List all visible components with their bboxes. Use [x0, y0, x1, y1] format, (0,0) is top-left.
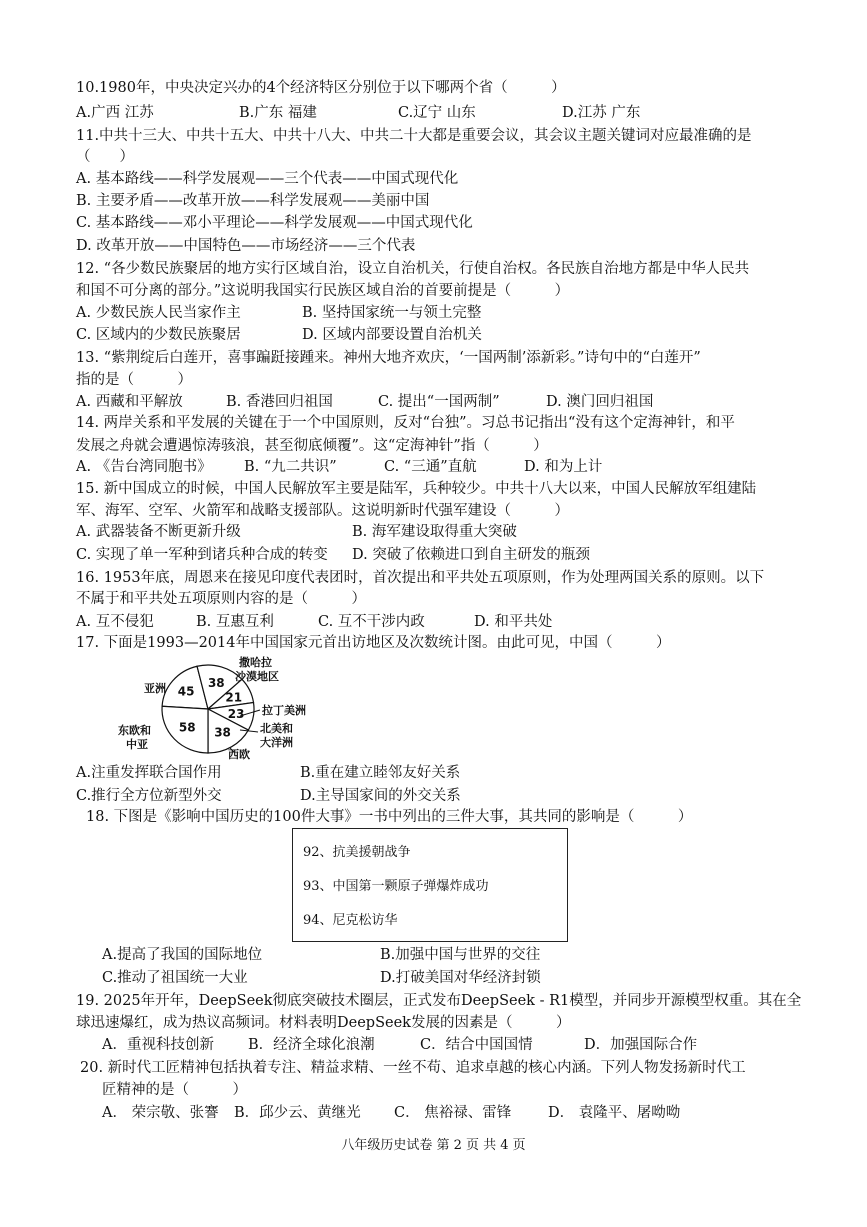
- visit-pie-chart: [110, 652, 340, 762]
- q20-option-a[interactable]: A． 荣宗敬、张謇: [102, 1105, 219, 1121]
- q12-option-d[interactable]: D. 区域内部要设置自治机关: [302, 327, 482, 343]
- q13-stem-cont: 指的是（ ）: [76, 372, 192, 388]
- q19-stem-cont: 球迅速爆红，成为热议高频词。材料表明DeepSeek发展的因素是（ ）: [76, 1015, 571, 1031]
- q11-option-a[interactable]: A. 基本路线——科学发展观——三个代表——中国式现代化: [76, 171, 459, 187]
- pie-value-label: 21: [225, 690, 243, 705]
- q18-option-b[interactable]: B.加强中国与世界的交往: [380, 947, 541, 963]
- q14-option-d[interactable]: D. 和为上计: [524, 459, 603, 475]
- label-west-europe: 西欧: [228, 748, 250, 761]
- q15-option-d[interactable]: D. 突破了依赖进口到自主研发的瓶颈: [352, 547, 590, 563]
- q18-stem: 18. 下图是《影响中国历史的100件大事》一书中列出的三件大事，其共同的影响是（ ）: [86, 809, 693, 825]
- event-item: 92、抗美援朝战争: [303, 845, 411, 860]
- q12-stem: 12. “各少数民族聚居的地方实行区域自治，设立自治机关，行使自治权。各民族自治地方都是中华人民共: [76, 261, 750, 277]
- q10-option-b[interactable]: B.广东 福建: [239, 105, 317, 121]
- q18-option-c[interactable]: C.推动了祖国统一大业: [102, 970, 248, 986]
- q12-option-a[interactable]: A. 少数民族人民当家作主: [76, 305, 241, 321]
- q17-option-b[interactable]: B.重在建立睦邻友好关系: [300, 765, 461, 781]
- q17-option-c[interactable]: C.推行全方位新型外交: [76, 788, 222, 804]
- q18-option-d[interactable]: D.打破美国对华经济封锁: [380, 970, 541, 986]
- q14-stem: 14. 两岸关系和平发展的关键在于一个中国原则，反对“台独”。习总书记指出“没有这个定海神针，和平: [76, 415, 735, 431]
- pie-value-label: 38: [214, 725, 231, 740]
- label-north-america-line2: 大洋洲: [260, 736, 293, 749]
- q15-option-b[interactable]: B. 海军建设取得重大突破: [352, 524, 517, 540]
- q10-option-d[interactable]: D.江苏 广东: [562, 105, 641, 121]
- q10-option-c[interactable]: C.辽宁 山东: [398, 105, 476, 121]
- q19-option-b[interactable]: B．经济全球化浪潮: [248, 1037, 375, 1053]
- q15-option-a[interactable]: A. 武器装备不断更新升级: [76, 524, 241, 540]
- pie-value-label: 23: [227, 706, 245, 721]
- q13-option-a[interactable]: A. 西藏和平解放: [76, 394, 183, 410]
- q11-option-b[interactable]: B. 主要矛盾——改革开放——科学发展观——美丽中国: [76, 193, 430, 209]
- q15-option-c[interactable]: C. 实现了单一军种到诸兵种合成的转变: [76, 547, 328, 563]
- q19-option-a[interactable]: A．重视科技创新: [102, 1037, 214, 1053]
- q14-option-b[interactable]: B. “九二共识”: [244, 459, 337, 475]
- q18-option-a[interactable]: A.提高了我国的国际地位: [102, 947, 263, 963]
- q14-option-c[interactable]: C. “三通”直航: [384, 459, 477, 475]
- pie-svg: [110, 652, 340, 762]
- q20-option-c[interactable]: C． 焦裕禄、雷锋: [394, 1105, 512, 1121]
- q12-option-b[interactable]: B. 坚持国家统一与领土完整: [302, 305, 482, 321]
- label-east-europe-line2: 中亚: [126, 738, 148, 751]
- q11-option-c[interactable]: C. 基本路线——邓小平理论——科学发展观——中国式现代化: [76, 215, 473, 231]
- pie-value-label: 45: [177, 684, 195, 699]
- q13-option-d[interactable]: D. 澳门回归祖国: [546, 394, 654, 410]
- q16-stem: 16. 1953年底，周恩来在接见印度代表团时，首次提出和平共处五项原则，作为处理两国关系的原则。以下: [76, 570, 765, 586]
- label-asia: 亚洲: [144, 682, 166, 695]
- q17-option-a[interactable]: A.注重发挥联合国作用: [76, 765, 222, 781]
- q11-stem-cont: （ ）: [76, 149, 134, 165]
- q12-option-c[interactable]: C. 区域内的少数民族聚居: [76, 327, 241, 343]
- q20-stem: 20. 新时代工匠精神包括执着专注、精益求精、一丝不苟、追求卓越的核心内涵。下列人物发扬新时代工: [80, 1060, 746, 1076]
- q15-stem: 15. 新中国成立的时候，中国人民解放军主要是陆军，兵种较少。中共十八大以来，中国人民解放军组建陆: [76, 481, 757, 497]
- q16-stem-cont: 不属于和平共处五项原则内容的是（ ）: [76, 591, 366, 607]
- label-subsahara-line1: 撒哈拉: [239, 656, 272, 669]
- q20-option-d[interactable]: D． 袁隆平、屠呦呦: [548, 1105, 681, 1121]
- q14-stem-cont: 发展之舟就会遭遇惊涛骇浪，甚至彻底倾覆”。这“定海神针”指（ ）: [76, 438, 548, 454]
- page-footer: 八年级历史试卷 第 2 页 共 4 页: [341, 1138, 526, 1153]
- q12-stem-cont: 和国不可分离的部分。”这说明我国实行民族区域自治的首要前提是（ ）: [76, 283, 570, 299]
- q19-option-d[interactable]: D．加强国际合作: [584, 1037, 698, 1053]
- q17-stem: 17. 下面是1993—2014年中国国家元首出访地区及次数统计图。由此可见，中国（ ）: [76, 635, 671, 651]
- label-latin-america: 拉丁美洲: [262, 704, 306, 717]
- label-subsahara-line2: 沙漠地区: [235, 670, 279, 683]
- pie-value-label: 58: [178, 720, 196, 735]
- q10-stem: 10.1980年，中央决定兴办的4个经济特区分别位于以下哪两个省（ ）: [76, 80, 566, 96]
- q11-option-d[interactable]: D. 改革开放——中国特色——市场经济——三个代表: [76, 238, 416, 254]
- q17-option-d[interactable]: D.主导国家间的外交关系: [300, 788, 461, 804]
- q20-stem-cont: 匠精神的是（ ）: [102, 1082, 247, 1098]
- q10-option-a[interactable]: A.广西 江苏: [76, 105, 154, 121]
- q13-option-b[interactable]: B. 香港回归祖国: [226, 394, 333, 410]
- event-item: 93、中国第一颗原子弹爆炸成功: [303, 879, 489, 894]
- q16-option-b[interactable]: B. 互惠互利: [196, 614, 274, 630]
- q13-option-c[interactable]: C. 提出“一国两制”: [378, 394, 500, 410]
- event-item: 94、尼克松访华: [303, 913, 398, 928]
- q20-option-b[interactable]: B．邱少云、黄继光: [234, 1105, 361, 1121]
- q19-stem: 19. 2025年开年，DeepSeek彻底突破技术圈层，正式发布DeepSeek - R1模型，并同步开源模型权重。其在全: [76, 993, 802, 1009]
- q16-option-c[interactable]: C. 互不干涉内政: [318, 614, 425, 630]
- q13-stem: 13. “紫荆绽后白莲开，喜事蹁跹接踵来。神州大地齐欢庆，‘一国两制’添新彩。”诗句中的“白莲开”: [76, 350, 701, 366]
- q14-option-a[interactable]: A. 《告台湾同胞书》: [76, 459, 212, 475]
- q19-option-c[interactable]: C．结合中国国情: [420, 1037, 533, 1053]
- q11-stem: 11.中共十三大、中共十五大、中共十八大、中共二十大都是重要会议，其会议主题关键词对应最准确的是: [76, 128, 752, 144]
- label-north-america-line1: 北美和: [260, 722, 293, 735]
- events-box: [292, 828, 568, 942]
- q16-option-a[interactable]: A. 互不侵犯: [76, 614, 154, 630]
- q15-stem-cont: 军、海军、空军、火箭军和战略支援部队。这说明新时代强军建设（ ）: [76, 503, 569, 519]
- pie-value-label: 38: [207, 675, 225, 690]
- q16-option-d[interactable]: D. 和平共处: [474, 614, 553, 630]
- label-east-europe-line1: 东欧和: [118, 724, 151, 737]
